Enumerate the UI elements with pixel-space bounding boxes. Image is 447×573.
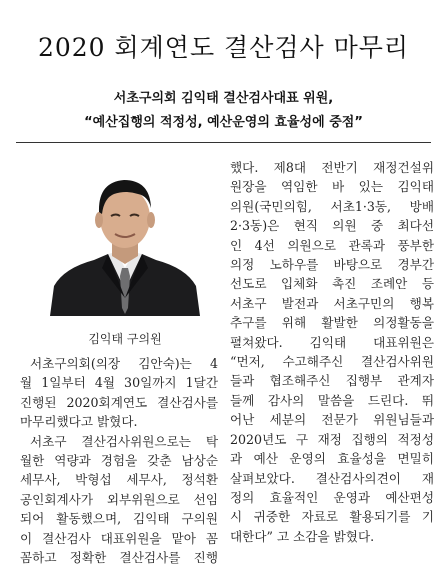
body-line: 되어 활동했으며, 김익태 구의원 xyxy=(20,511,218,527)
body-line: 진행된 2020회계연도 결산검사를 xyxy=(20,394,218,410)
body-line: 세무사, 박형섭 세무사, 정석환 xyxy=(20,472,218,488)
body-line: 서초구의회(의장 김안숙)는 4 xyxy=(30,356,218,371)
body-line: 과 예산 운영의 효율성을 면밀히 xyxy=(230,451,434,467)
body-line: 의정 노하우를 바탕으로 경부간 xyxy=(230,257,434,273)
article-body-right-column xyxy=(230,158,434,546)
body-line: 대한다” 고 소감을 밝혔다. xyxy=(230,528,375,544)
body-line: 공인회계사가 외부위원으로 선임 xyxy=(20,491,218,507)
article-subtitle-line-1: 서초구의회 김익태 결산검사대표 위원, xyxy=(113,91,334,106)
body-line: 2020년도 구 재정 집행의 적정성 xyxy=(230,431,434,447)
body-line: 의원(국민의힘, 서초1·3동, 방배 xyxy=(230,198,434,214)
body-line: 인 4선 의원으로 관록과 풍부한 xyxy=(230,237,434,253)
body-line: 선도로 입체화 촉진 조례안 등 xyxy=(230,276,434,292)
councilor-portrait-photo xyxy=(44,168,206,316)
body-line: 정의 효율적인 운영과 예산편성 xyxy=(230,489,434,505)
body-line: 마무리했다고 밝혔다. xyxy=(20,414,138,430)
body-line: “먼저, 수고해주신 결산검사위원 xyxy=(230,354,434,370)
article-subtitle-line-2: “예산집행의 적정성, 예산운영의 효율성에 중점” xyxy=(84,115,363,130)
body-line: 월한 역량과 경험을 갖춘 남상순 xyxy=(20,453,218,469)
body-line: 원장을 역임한 바 있는 김익태 xyxy=(230,179,434,195)
body-line: 펼쳐왔다. 김익태 대표위원은 xyxy=(230,334,434,350)
body-line: 꼼하고 정확한 결산검사를 진행 xyxy=(20,550,218,566)
body-line: 추구를 위해 활발한 의정활동을 xyxy=(230,315,434,331)
body-line: 들과 협조해주신 집행부 관계자 xyxy=(230,373,434,389)
body-line: 2·3동)은 현직 의원 중 최다선 xyxy=(230,218,434,234)
article-body-left-column xyxy=(20,354,218,567)
title-divider xyxy=(16,142,431,143)
article-title: 2020 회계연도 결산검사 마무리 xyxy=(37,33,410,62)
photo-caption: 김익태 구의원 xyxy=(88,332,162,346)
body-line: 어난 세분의 전문가 위원님들과 xyxy=(230,412,434,428)
body-line: 서초구 발전과 서초구민의 행복 xyxy=(230,295,434,311)
body-line: 했다. 제8대 전반기 재정건설위 xyxy=(230,160,434,175)
body-line: 들께 감사의 말씀을 드린다. 뛰 xyxy=(230,392,434,408)
body-line: 살펴보았다. 결산검사의견이 재 xyxy=(230,470,434,486)
body-line: 서초구 결산검사위원으로는 탁 xyxy=(30,433,218,449)
body-line: 이 결산검사 대표위원을 맡아 꼼 xyxy=(20,530,218,546)
body-line: 시 귀중한 자료로 활용되기를 기 xyxy=(230,509,434,525)
body-line: 월 1일부터 4월 30일까지 1달간 xyxy=(20,375,218,391)
